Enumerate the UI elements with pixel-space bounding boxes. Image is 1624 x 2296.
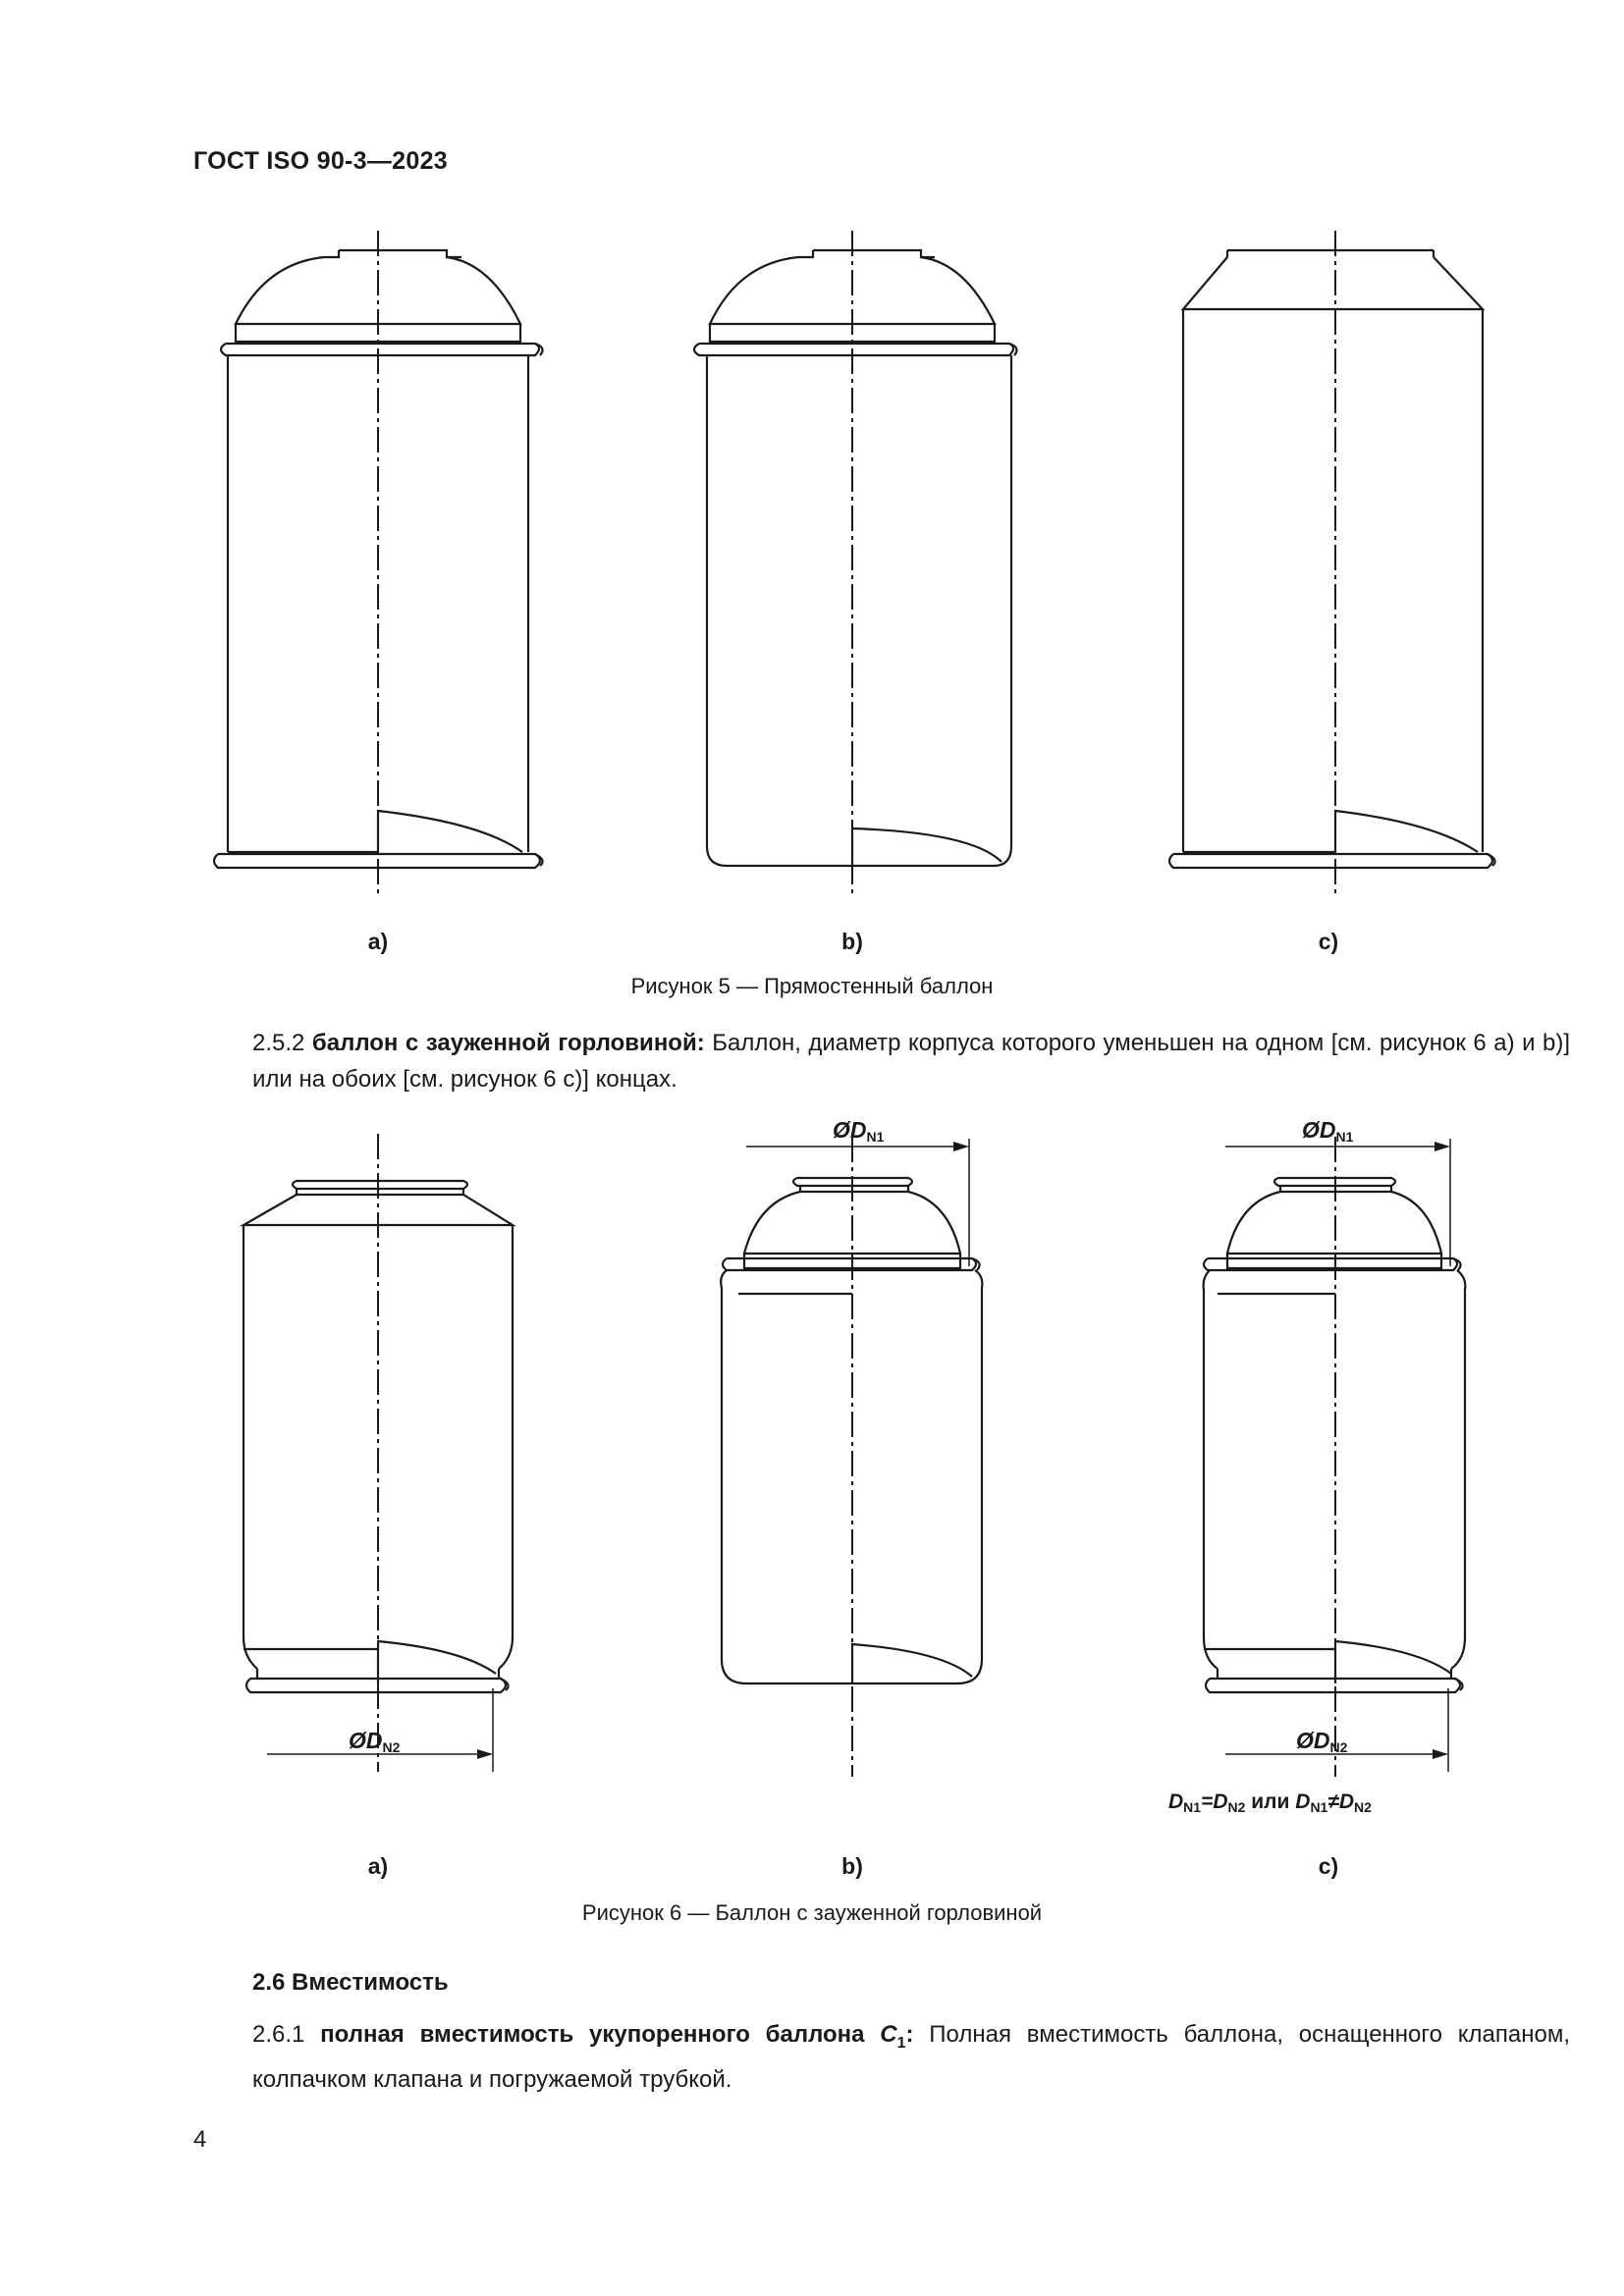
- can-5b-drawing: [694, 231, 1017, 898]
- figure-5-label-c: c): [1318, 929, 1339, 954]
- figure-5: [0, 216, 1624, 1001]
- term: полная вместимость укупоренного баллона: [320, 2021, 865, 2048]
- page-number: 4: [193, 2126, 207, 2153]
- can-6c-drawing: [1204, 1137, 1466, 1777]
- figure-5-caption: Рисунок 5 — Прямостенный баллон: [630, 974, 994, 998]
- figure-5-label-a: a): [367, 929, 389, 954]
- capacity-symbol-sub: 1: [896, 2034, 906, 2052]
- dim-label-dn2-a: $ØD_{N2}$: [349, 1728, 401, 1755]
- figure-5-drawing: [0, 216, 1624, 1001]
- dimension-relation: $D_{N1}=D_{N2}$ или $D_{N1}\ne D_{N2}$: [1168, 1790, 1372, 1815]
- can-6a-drawing: [244, 1134, 513, 1772]
- document-header: ГОСТ ISO 90-3—2023: [193, 147, 449, 175]
- definition-text: Полная вместимость баллона, оснащенного клапаном, колпачком клапана и погружаемой трубкой.: [252, 2021, 1570, 2093]
- can-6b-drawing: [721, 1137, 982, 1777]
- definition-text: Баллон, диаметр корпуса которого уменьшен на одном [см. рисунок 6 а) и b)] или на обоих [см. рисунок 6 с)] концах.: [252, 1030, 1571, 1093]
- figure-6-label-b: b): [841, 1853, 863, 1879]
- dim-label-dn1-b: $ØD_{N1}$: [833, 1117, 885, 1145]
- figure-6-drawing: [0, 1109, 1624, 1934]
- clause-number: 2.5.2: [252, 1030, 305, 1056]
- figure-6-label-c: c): [1318, 1853, 1339, 1879]
- section-heading-2-6: 2.6 Вместимость: [252, 1969, 449, 1996]
- term-colon: :: [905, 2021, 914, 2048]
- paragraph-2-5-2: [193, 1025, 1570, 1097]
- clause-number: 2.6.1: [252, 2021, 305, 2048]
- term: баллон с зауженной горловиной:: [311, 1030, 705, 1056]
- paragraph-2-6-1: [193, 2016, 1570, 2098]
- dim-label-dn1-c: $ØD_{N1}$: [1302, 1117, 1354, 1145]
- figure-6: [0, 1109, 1624, 1934]
- figure-6-caption: Рисунок 6 — Баллон с зауженной горловиной: [581, 1900, 1043, 1925]
- can-5c-drawing: [1169, 231, 1495, 898]
- dim-label-dn2-c: $ØD_{N2}$: [1296, 1728, 1348, 1755]
- can-5a-drawing: [214, 231, 543, 898]
- capacity-symbol: C: [880, 2021, 897, 2048]
- figure-6-label-a: a): [367, 1853, 389, 1879]
- figure-5-label-b: b): [841, 929, 863, 954]
